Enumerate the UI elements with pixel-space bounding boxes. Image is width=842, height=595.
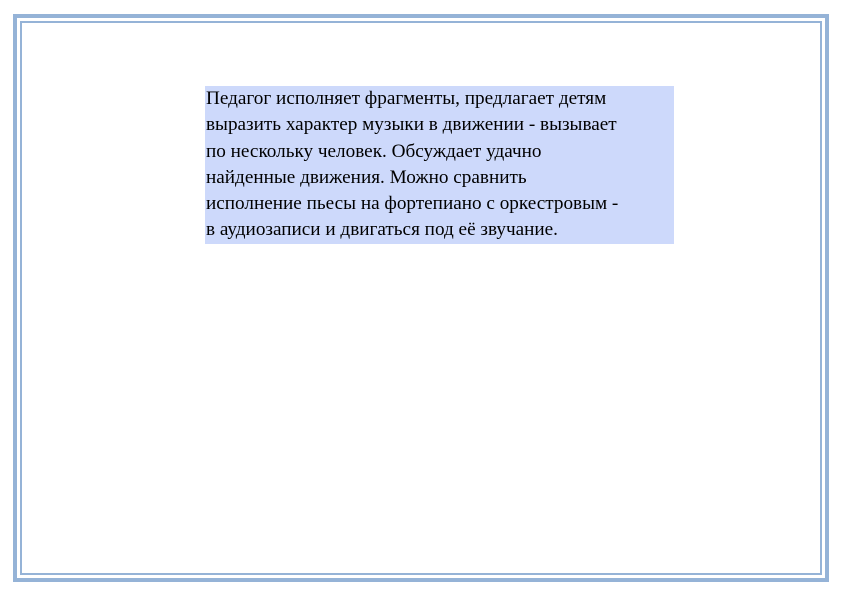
- paragraph-line: в аудиозаписи и двигаться под её звучание.: [206, 219, 558, 241]
- paragraph-line: найденные движения. Можно сравнить: [206, 166, 527, 188]
- paragraph-line: по нескольку человек. Обсуждает удачно: [206, 140, 542, 162]
- paragraph-line: выразить характер музыки в движении - вызывает: [206, 114, 617, 136]
- paragraph-line: Педагог исполняет фрагменты, предлагает детям: [206, 88, 607, 109]
- highlighted-paragraph: [205, 86, 674, 244]
- paragraph-line: исполнение пьесы на фортепиано с оркестровым -: [206, 193, 619, 215]
